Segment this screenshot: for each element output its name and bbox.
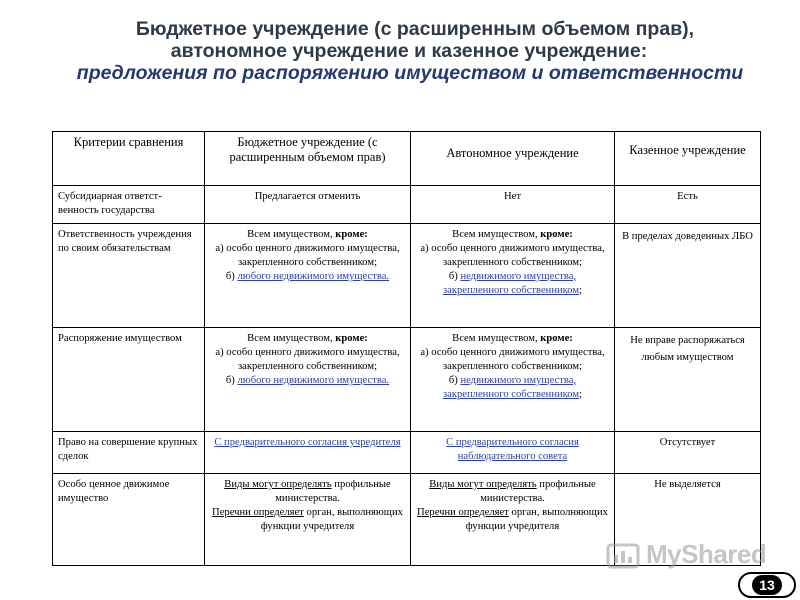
row3-budget-keyword: кроме:	[335, 333, 368, 344]
row5-auto-lists-text: орган, выполняющих функции учредителя	[465, 507, 608, 532]
row3-auto-intro: Всем имуществом,	[452, 333, 538, 344]
row2-budget-intro: Всем имуществом,	[247, 229, 333, 240]
title-line-1: Бюджетное учреждение (с расширенным объемом прав),	[135, 18, 695, 40]
watermark-text: MyShared	[646, 539, 767, 569]
row2-budget-item-a: а) особо ценного движимого имущества, закрепленного собственником;	[215, 243, 400, 268]
header-state: Казенное учреждение	[615, 132, 761, 186]
row5-auto-types-text: профильные министерства.	[480, 479, 596, 504]
row5-budget-types-text: профильные министерства.	[275, 479, 391, 504]
row4-criterion: Право на совершение крупных сделок	[53, 432, 205, 474]
row1-criterion: Субсидиарная ответст-венность государства	[53, 186, 205, 224]
row3-state: Не вправе распоряжаться любым имуществом	[615, 328, 761, 432]
row2-autonomous	[411, 224, 615, 328]
row4-autonomous	[411, 432, 615, 474]
row5-budget-lists-text: орган, выполняющих функции учредителя	[260, 507, 403, 532]
table-row	[53, 432, 761, 474]
row5-budget-lists: Перечни определяет	[212, 507, 304, 518]
page-number-badge	[738, 572, 796, 598]
row2-budget-link[interactable]: любого недвижимого имущества.	[237, 271, 390, 282]
chart-icon	[606, 539, 640, 573]
row2-auto-link[interactable]: недвижимого имущества, закрепленного собственником	[442, 271, 580, 296]
comparison-table	[52, 131, 761, 566]
row2-auto-b-prefix: б)	[448, 271, 458, 282]
row1-state: Есть	[615, 186, 761, 224]
row2-budget-keyword: кроме:	[335, 229, 368, 240]
title-line-2: автономное учреждение и казенное учреждение:	[170, 40, 648, 62]
row3-budget-intro: Всем имуществом,	[247, 333, 333, 344]
header-autonomous: Автономное учреждение	[411, 132, 615, 186]
row2-auto-b-suffix: ;	[579, 285, 583, 296]
table-row	[53, 328, 761, 432]
row4-autonomous-link[interactable]: С предварительного согласия наблюдательного совета	[446, 437, 579, 462]
header-budget: Бюджетное учреждение (с расширенным объемом прав)	[205, 132, 411, 186]
row5-budget	[205, 474, 411, 566]
table-row	[53, 186, 761, 224]
row3-auto-item-a: а) особо ценного движимого имущества, закрепленного собственником;	[420, 347, 605, 372]
table-header-row	[53, 132, 761, 186]
row4-budget-link[interactable]: С предварительного согласия учредителя	[214, 437, 401, 448]
row2-budget-b-prefix: б)	[225, 271, 235, 282]
row2-budget	[205, 224, 411, 328]
watermark	[606, 535, 766, 575]
row2-criterion: Ответственность учреждения по своим обязательствам	[53, 224, 205, 328]
row3-auto-b-prefix: б)	[448, 375, 458, 386]
page-number: 13	[752, 575, 782, 595]
row5-autonomous	[411, 474, 615, 566]
row3-budget-b-prefix: б)	[225, 375, 235, 386]
row5-criterion: Особо ценное движимое имущество	[53, 474, 205, 566]
row4-state: Отсутствует	[615, 432, 761, 474]
row5-budget-types: Виды могут определять	[224, 479, 332, 490]
row3-auto-b-suffix: ;	[579, 389, 583, 400]
row2-auto-item-a: а) особо ценного движимого имущества, закрепленного собственником;	[420, 243, 605, 268]
header-criteria: Критерии сравнения	[53, 132, 205, 186]
row3-budget	[205, 328, 411, 432]
table-row	[53, 224, 761, 328]
row5-state: Не выделяется	[615, 474, 761, 566]
row3-criterion: Распоряжение имуществом	[53, 328, 205, 432]
row2-auto-keyword: кроме:	[540, 229, 573, 240]
slide-title	[0, 18, 800, 84]
row1-autonomous: Нет	[411, 186, 615, 224]
row5-auto-types: Виды могут определять	[429, 479, 537, 490]
row3-auto-keyword: кроме:	[540, 333, 573, 344]
row3-budget-item-a: а) особо ценного движимого имущества, закрепленного собственником;	[215, 347, 400, 372]
row3-autonomous	[411, 328, 615, 432]
row2-state: В пределах доведенных ЛБО	[615, 224, 761, 328]
title-line-3: предложения по распоряжению имуществом и ответственности	[76, 62, 744, 84]
row1-budget: Предлагается отменить	[205, 186, 411, 224]
row3-auto-link[interactable]: недвижимого имущества, закрепленного собственником	[442, 375, 580, 400]
row2-auto-intro: Всем имуществом,	[452, 229, 538, 240]
row4-budget	[205, 432, 411, 474]
row5-auto-lists: Перечни определяет	[417, 507, 509, 518]
row3-budget-link[interactable]: любого недвижимого имущества.	[237, 375, 390, 386]
